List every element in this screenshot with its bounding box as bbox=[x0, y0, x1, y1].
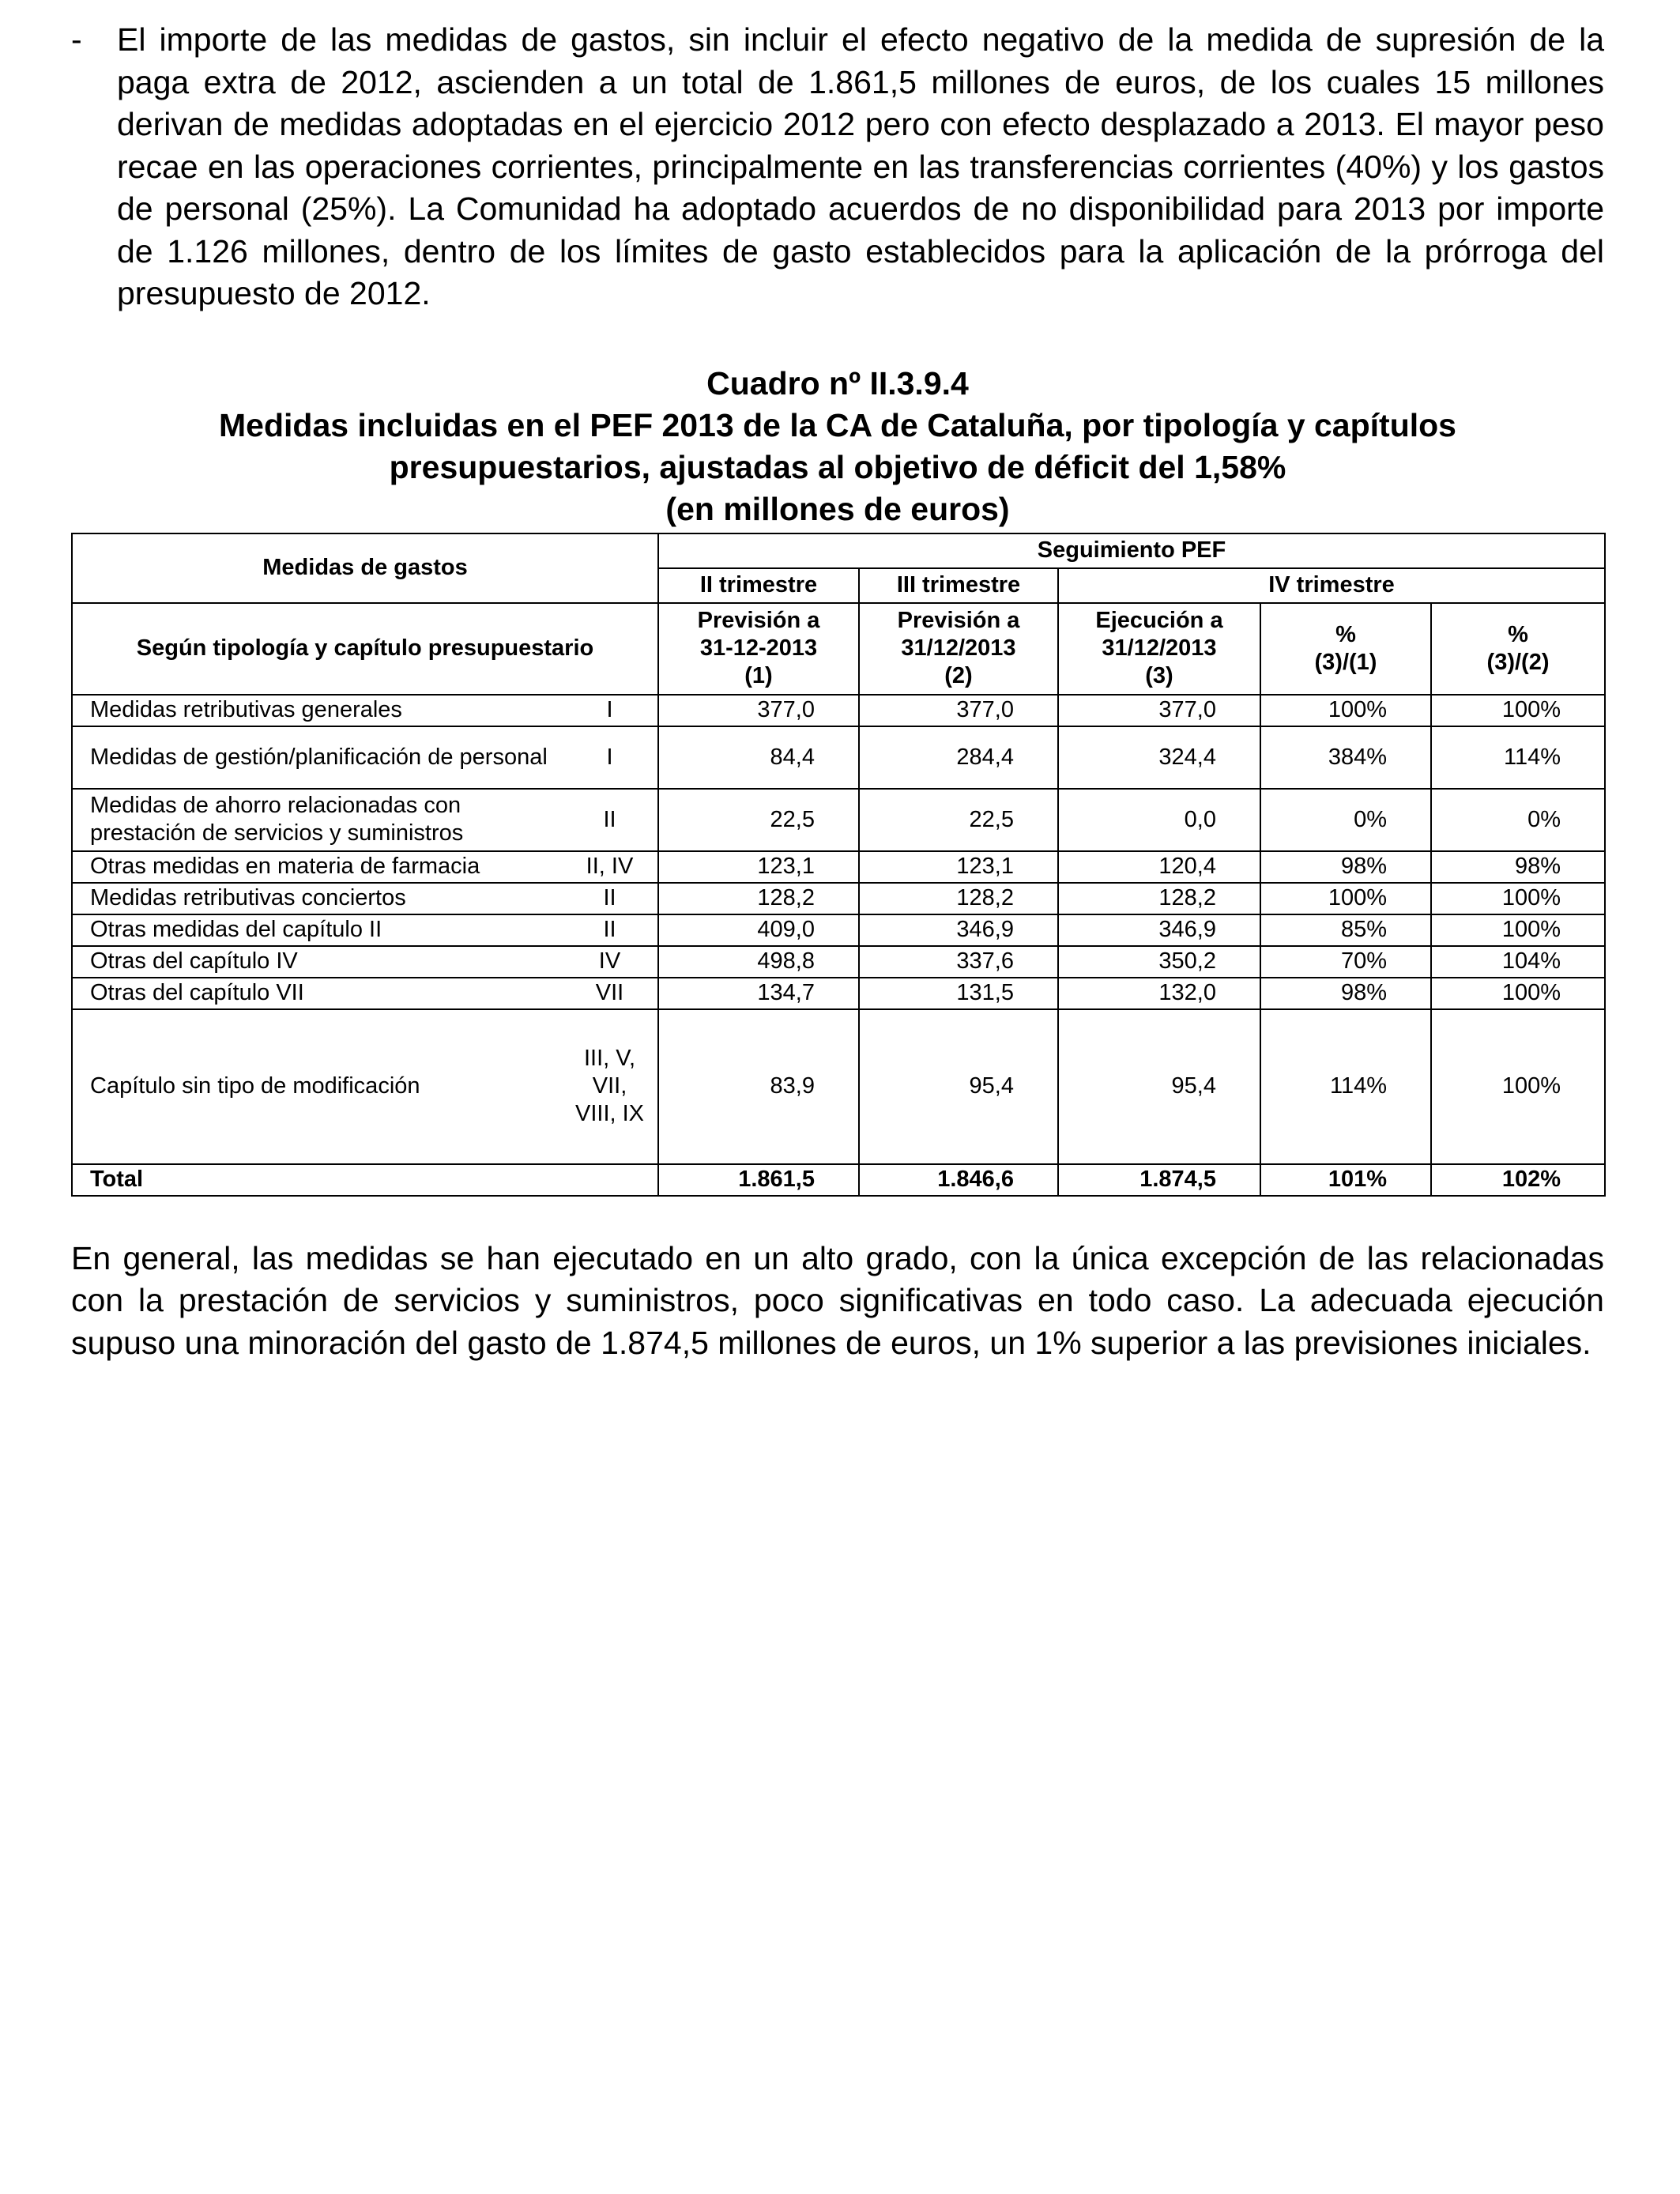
table-total-row bbox=[72, 1164, 1605, 1196]
row-p1: 98% bbox=[1260, 978, 1431, 1009]
table-row bbox=[72, 914, 1605, 946]
table-row bbox=[72, 946, 1605, 978]
header-col1-line: (1) bbox=[744, 663, 773, 688]
table-row bbox=[72, 1009, 1605, 1164]
total-v3: 1.874,5 bbox=[1058, 1164, 1260, 1196]
row-desc: Medidas de gestión/planificación de personal bbox=[72, 726, 562, 789]
row-v1: 123,1 bbox=[658, 851, 859, 883]
header-col2-line: Previsión a bbox=[897, 608, 1020, 633]
row-cap: IV bbox=[562, 946, 658, 978]
row-desc: Otras medidas en materia de farmacia bbox=[72, 851, 562, 883]
row-desc: Medidas retributivas generales bbox=[72, 695, 562, 726]
row-p2: 100% bbox=[1431, 695, 1605, 726]
header-col3-line: Ejecución a bbox=[1095, 608, 1223, 633]
row-p2: 100% bbox=[1431, 883, 1605, 914]
header-seguimiento: Seguimiento PEF bbox=[658, 533, 1605, 568]
table-title-line1: Medidas incluidas en el PEF 2013 de la CA de Cataluña, por tipología y capítulos bbox=[219, 406, 1456, 443]
row-desc: Medidas de ahorro relacionadas con prestación de servicios y suministros bbox=[72, 789, 562, 851]
header-col3-line: (3) bbox=[1145, 663, 1173, 688]
row-v2: 337,6 bbox=[859, 946, 1058, 978]
row-v2: 131,5 bbox=[859, 978, 1058, 1009]
table-row bbox=[72, 695, 1605, 726]
row-cap: II, IV bbox=[562, 851, 658, 883]
row-v2: 123,1 bbox=[859, 851, 1058, 883]
total-v2: 1.846,6 bbox=[859, 1164, 1058, 1196]
row-v1: 377,0 bbox=[658, 695, 859, 726]
row-v2: 284,4 bbox=[859, 726, 1058, 789]
row-v3: 0,0 bbox=[1058, 789, 1260, 851]
row-desc: Medidas retributivas conciertos bbox=[72, 883, 562, 914]
row-cap: VII bbox=[562, 978, 658, 1009]
row-v3: 350,2 bbox=[1058, 946, 1260, 978]
intro-text: El importe de las medidas de gastos, sin incluir el efecto negativo de la medida de supresión de la paga extra de 2012, ascienden a un total de 1.861,5 millones de euros, de los cuales 15 millones derivan de medidas adoptadas en el ejercicio 2012 pero con efecto desplazado a 2013. El mayor peso recae en las operaciones corrientes, principalmente en las transferencias corrientes (40%) y los gastos de personal (25%). La Comunidad ha adoptado acuerdos de no disponibilidad para 2013 por importe de 1.126 millones, dentro de los límites de gasto establecidos para la aplicación de la prórroga del presupuesto de 2012. bbox=[117, 21, 1604, 311]
header-col4 bbox=[1260, 603, 1431, 695]
row-cap: I bbox=[562, 726, 658, 789]
header-col4-line: (3)/(1) bbox=[1314, 649, 1377, 675]
row-p1: 100% bbox=[1260, 695, 1431, 726]
header-col3-line: 31/12/2013 bbox=[1102, 635, 1217, 661]
row-p1: 114% bbox=[1260, 1009, 1431, 1164]
header-col2 bbox=[859, 603, 1058, 695]
row-p2: 98% bbox=[1431, 851, 1605, 883]
row-p2: 100% bbox=[1431, 1009, 1605, 1164]
row-cap: III, V, VII, VIII, IX bbox=[562, 1009, 658, 1164]
row-p1: 100% bbox=[1260, 883, 1431, 914]
closing-paragraph: En general, las medidas se han ejecutado en un alto grado, con la única excepción de las relacionadas con la prestación de servicios y suministros, poco significativas en todo caso. La adecuada ejecución supuso una minoración del gasto de 1.874,5 millones de euros, un 1% superior a las previsiones iniciales. bbox=[71, 1239, 1604, 1361]
row-cap: II bbox=[562, 789, 658, 851]
row-v1: 128,2 bbox=[658, 883, 859, 914]
row-desc: Capítulo sin tipo de modificación bbox=[72, 1009, 562, 1164]
row-desc: Otras medidas del capítulo II bbox=[72, 914, 562, 946]
row-p1: 98% bbox=[1260, 851, 1431, 883]
header-col4-line: % bbox=[1335, 621, 1356, 647]
row-p2: 104% bbox=[1431, 946, 1605, 978]
header-col2-line: 31/12/2013 bbox=[901, 635, 1016, 661]
row-p2: 100% bbox=[1431, 978, 1605, 1009]
row-p2: 114% bbox=[1431, 726, 1605, 789]
total-p2: 102% bbox=[1431, 1164, 1605, 1196]
total-v1: 1.861,5 bbox=[658, 1164, 859, 1196]
row-p1: 70% bbox=[1260, 946, 1431, 978]
header-col5-line: % bbox=[1508, 621, 1528, 647]
header-col1-line: Previsión a bbox=[697, 608, 820, 633]
row-v3: 132,0 bbox=[1058, 978, 1260, 1009]
table-row bbox=[72, 726, 1605, 789]
header-tipologia: Según tipología y capítulo presupuestario bbox=[72, 603, 658, 695]
row-v3: 128,2 bbox=[1058, 883, 1260, 914]
header-medidas: Medidas de gastos bbox=[72, 533, 658, 603]
header-col2-line: (2) bbox=[944, 663, 973, 688]
header-q2: II trimestre bbox=[658, 568, 859, 603]
row-desc: Otras del capítulo IV bbox=[72, 946, 562, 978]
row-v2: 22,5 bbox=[859, 789, 1058, 851]
row-cap: II bbox=[562, 914, 658, 946]
row-cap: I bbox=[562, 695, 658, 726]
header-q3: III trimestre bbox=[859, 568, 1058, 603]
header-col3 bbox=[1058, 603, 1260, 695]
row-v1: 498,8 bbox=[658, 946, 859, 978]
row-v3: 95,4 bbox=[1058, 1009, 1260, 1164]
row-v3: 324,4 bbox=[1058, 726, 1260, 789]
total-desc: Total bbox=[72, 1164, 658, 1196]
row-v1: 22,5 bbox=[658, 789, 859, 851]
row-v2: 346,9 bbox=[859, 914, 1058, 946]
row-v2: 377,0 bbox=[859, 695, 1058, 726]
row-v1: 134,7 bbox=[658, 978, 859, 1009]
row-v1: 83,9 bbox=[658, 1009, 859, 1164]
row-desc: Otras del capítulo VII bbox=[72, 978, 562, 1009]
row-p2: 100% bbox=[1431, 914, 1605, 946]
row-v3: 346,9 bbox=[1058, 914, 1260, 946]
row-v1: 409,0 bbox=[658, 914, 859, 946]
row-p1: 0% bbox=[1260, 789, 1431, 851]
table-row bbox=[72, 883, 1605, 914]
table-row bbox=[72, 851, 1605, 883]
row-p1: 384% bbox=[1260, 726, 1431, 789]
document-page bbox=[71, 19, 1604, 1364]
row-v3: 377,0 bbox=[1058, 695, 1260, 726]
list-dash: - bbox=[71, 21, 82, 58]
intro-paragraph bbox=[71, 19, 1604, 315]
row-v2: 95,4 bbox=[859, 1009, 1058, 1164]
header-col1 bbox=[658, 603, 859, 695]
header-col5-line: (3)/(2) bbox=[1486, 649, 1550, 675]
row-p2: 0% bbox=[1431, 789, 1605, 851]
table-units: (en millones de euros) bbox=[665, 490, 1010, 527]
header-q4: IV trimestre bbox=[1058, 568, 1605, 603]
row-cap: II bbox=[562, 883, 658, 914]
row-v3: 120,4 bbox=[1058, 851, 1260, 883]
table-row bbox=[72, 789, 1605, 851]
row-p1: 85% bbox=[1260, 914, 1431, 946]
row-v1: 84,4 bbox=[658, 726, 859, 789]
header-col5 bbox=[1431, 603, 1605, 695]
table-number: Cuadro nº II.3.9.4 bbox=[706, 364, 969, 401]
header-col1-line: 31-12-2013 bbox=[699, 635, 818, 661]
total-p1: 101% bbox=[1260, 1164, 1431, 1196]
table-row bbox=[72, 978, 1605, 1009]
row-v2: 128,2 bbox=[859, 883, 1058, 914]
measures-table bbox=[71, 533, 1606, 1197]
table-title-line2: presupuestarios, ajustadas al objetivo de déficit del 1,58% bbox=[389, 448, 1286, 485]
